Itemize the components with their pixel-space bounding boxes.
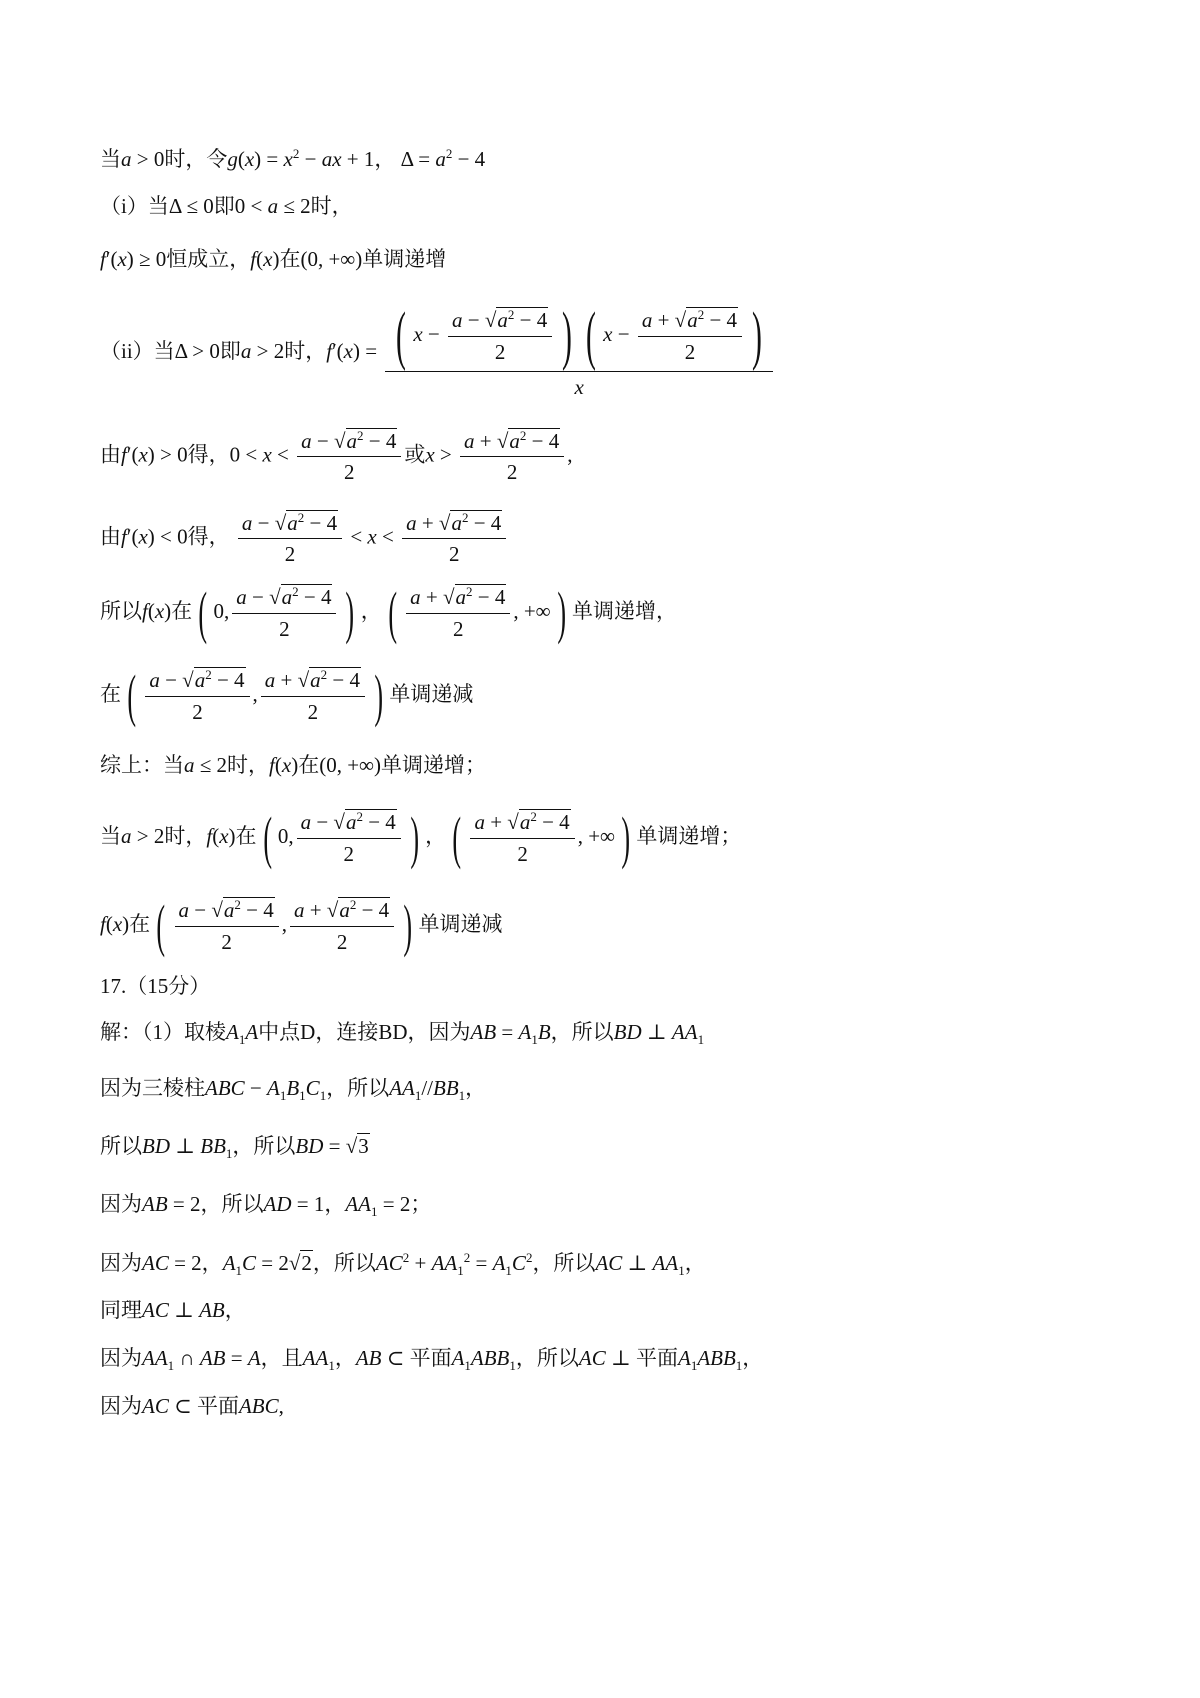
- text: 同理: [100, 1298, 142, 1322]
- line-12: [100, 974, 210, 999]
- fraction: $\frac{a + √a^2 - 4}{2}$: [402, 510, 506, 567]
- text: 时，: [284, 339, 327, 363]
- text: 因为: [100, 1251, 142, 1275]
- text: 时，: [310, 194, 353, 218]
- line-8: 在 ( $\frac{a - √a^2 - 4}{2}$ , $\frac{a + √a^2 - 4}{2}$ ) 单调递减: [100, 663, 474, 728]
- text: ，所以: [550, 1020, 614, 1044]
- line-7: 所以f(x)在 ( 0, $\frac{a - √a^2 - 4}{2}$ ) ， ( $\frac{a + √a^2 - 4}{2}$ , +∞ ) 单调递增，: [100, 580, 677, 645]
- text: ，所以: [532, 1251, 596, 1275]
- line-6: 由f′(x) < 0得， $\frac{a - √a^2 - 4}{2}$ < x < $\frac{a + √a^2 - 4}{2}$: [100, 510, 509, 567]
- line-11: f(x)在 ( $\frac{a - √a^2 - 4}{2}$ , $\frac{a + √a^2 - 4}{2}$ ) 单调递减: [100, 893, 503, 958]
- text: ，所以: [515, 1346, 579, 1370]
- line-1: 当a > 0时，令$g(x) = x^2$ − ax + 1， $\Delta = a^2 - 4$: [100, 146, 486, 171]
- fraction: $\frac{a - √a^2 - 4}{2}$: [297, 428, 401, 485]
- text: ，所以: [200, 1192, 264, 1216]
- text: 在: [279, 247, 301, 271]
- text: （i）当: [100, 194, 169, 218]
- line-4: [100, 299, 776, 400]
- text: 在: [171, 598, 193, 623]
- text: （ii）当: [100, 339, 175, 363]
- text: 中点D，连接BD，因为: [258, 1020, 471, 1044]
- text: 单调递增: [362, 247, 447, 271]
- text: 即: [213, 194, 235, 218]
- text: 所以: [100, 1134, 142, 1158]
- text: 平面: [409, 1346, 452, 1370]
- text: 综上：当: [100, 753, 184, 777]
- text: 单调递减: [389, 681, 474, 706]
- text: ，: [374, 147, 396, 171]
- text: 在: [129, 911, 151, 936]
- math: a: [121, 147, 132, 171]
- line-13: 解：（1）取棱$A_1A$中点D，连接BD，因为AB = $A_1B$，所以BD ⊥ $AA_1$: [100, 1020, 705, 1048]
- text: 或: [404, 442, 426, 467]
- text: 解：（1）取棱: [100, 1020, 226, 1044]
- text: 因为: [100, 1394, 142, 1418]
- line-2: （i）当Δ ≤ 0即0 < a ≤ 2时，: [100, 194, 353, 218]
- text: ，所以: [232, 1134, 296, 1158]
- line-20: 因为AC ⊂ 平面ABC,: [100, 1394, 284, 1418]
- fraction: $\frac{a + √a^2 - 4}{2}$: [460, 428, 564, 485]
- text: 单调递增；: [636, 823, 742, 848]
- line-3: f′(x) ≥ 0恒成立，f(x)在(0, +∞)单调递增: [100, 247, 447, 271]
- text: 在: [298, 753, 320, 777]
- line-14: 因为三棱柱ABC − $A_1B_1C_1$，所以$AA_1//BB_1$，: [100, 1076, 487, 1104]
- fraction: $\frac{a - √a^2 - 4}{2}$: [238, 510, 342, 567]
- text: 由: [100, 442, 121, 467]
- text: 因为: [100, 1346, 142, 1370]
- text: 恒成立，: [166, 247, 251, 271]
- text: 在: [235, 823, 257, 848]
- text: 所以: [100, 598, 142, 623]
- text: 令: [206, 147, 228, 171]
- line-19: 因为$AA_1$ ∩ AB = A，且$AA_1$，AB ⊂ 平面$A_1ABB_1$，所以AC ⊥ 平面$A_1ABB_1$，: [100, 1346, 764, 1374]
- text: 当: [100, 823, 121, 848]
- line-9: 综上：当a ≤ 2时，f(x)在(0, +∞)单调递增；: [100, 753, 487, 777]
- text: ，所以: [326, 1076, 390, 1100]
- line-10: 当a > 2时，f(x)在 ( 0, $\frac{a - √a^2 - 4}{2}$ ) ， ( $\frac{a + √a^2 - 4}{2}$ , +∞ ) 单调递增；: [100, 805, 742, 870]
- text: 得，: [187, 524, 230, 549]
- text: 因为: [100, 1192, 142, 1216]
- text: ，且: [260, 1346, 303, 1370]
- text: ，所以: [312, 1251, 376, 1275]
- text: 在: [100, 681, 121, 706]
- question-number: 17.（15分）: [100, 974, 211, 998]
- text: 时，: [164, 147, 207, 171]
- line-18: 同理AC ⊥ AB，: [100, 1298, 246, 1322]
- text: 时，: [164, 823, 207, 848]
- text: 时，: [227, 753, 270, 777]
- text: 即: [219, 339, 241, 363]
- text: 当: [100, 147, 121, 171]
- line-16: 因为AB = 2，所以AD = 1，$AA_1 = 2$；: [100, 1192, 432, 1220]
- line-17: 因为AC = 2，$A_1C = 2√2$，所以$AC^2 + AA_1^2 = A_1C^2$，所以AC ⊥ $AA_1$，: [100, 1250, 706, 1279]
- fraction: ( x − $\frac{a - √a^2 - 4}{2}$ ) ( x − $\frac{a + √a^2 - 4}{2}$ ) x: [385, 303, 773, 400]
- math: g: [227, 147, 238, 171]
- text: 由: [100, 524, 121, 549]
- text: 单调递增；: [381, 753, 487, 777]
- text: 单调递减: [418, 911, 503, 936]
- text: 单调递增，: [572, 598, 677, 623]
- text-wrap: （ii）当Δ > 0即a > 2时，f′(x) =: [100, 339, 378, 363]
- text: 因为三棱柱: [100, 1076, 205, 1100]
- line-15: 所以BD ⊥ $BB_1$，所以BD = √3: [100, 1134, 369, 1162]
- text: 平面: [635, 1346, 678, 1370]
- text: 得，: [187, 442, 230, 467]
- line-5: 由f′(x) > 0得，0 < x < $\frac{a - √a^2 - 4}{2}$ 或x > $\frac{a + √a^2 - 4}{2}$ ,: [100, 428, 573, 485]
- text: 平面: [196, 1394, 239, 1418]
